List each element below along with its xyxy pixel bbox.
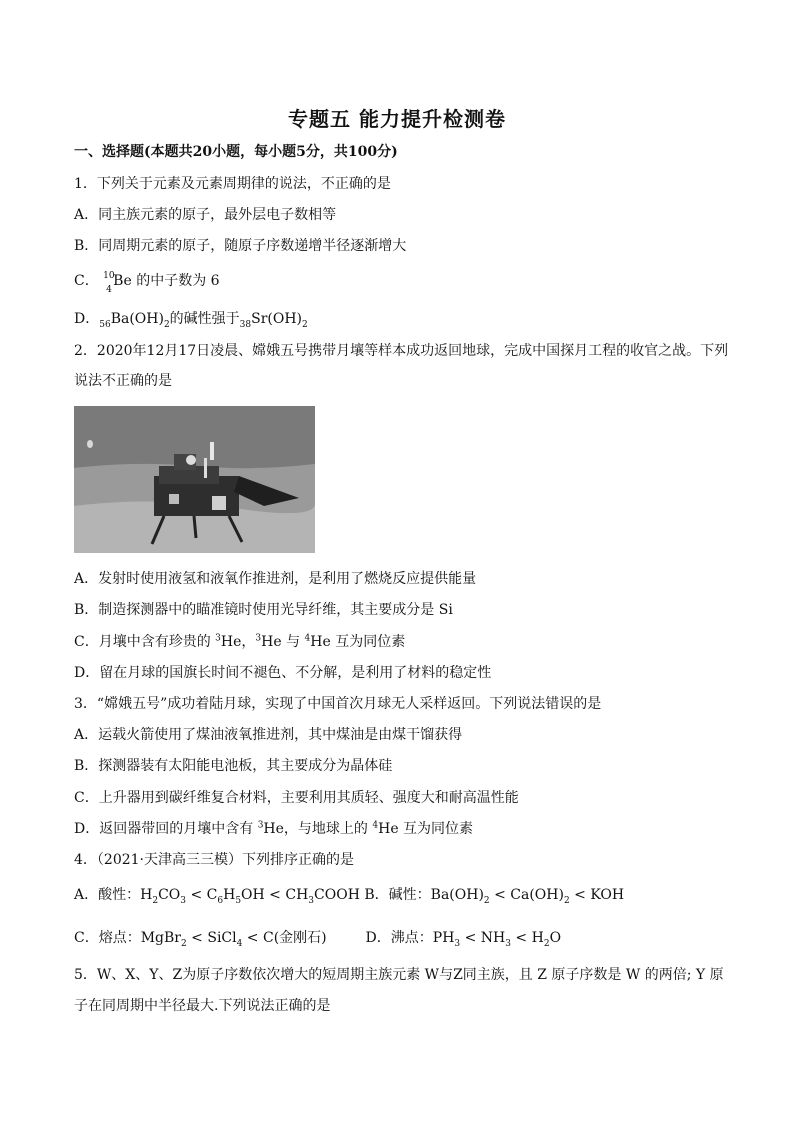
element-text: He 互为同位素 bbox=[310, 634, 406, 650]
q3-option-d bbox=[74, 820, 473, 838]
lunar-lander-image bbox=[74, 406, 315, 553]
element-text: He 与 bbox=[261, 634, 301, 650]
nuclide-notation bbox=[103, 271, 115, 295]
option-prefix: B．碱性： bbox=[364, 887, 431, 903]
formula: H bbox=[140, 887, 153, 903]
mass-number: 3 bbox=[255, 633, 262, 644]
subscript: 2 bbox=[483, 895, 490, 906]
formula: < SiCl bbox=[186, 930, 237, 946]
subscript: 3 bbox=[505, 938, 511, 949]
subscript: 6 bbox=[217, 895, 224, 906]
atomic-number: 38 bbox=[239, 319, 252, 330]
formula: CO bbox=[158, 887, 181, 903]
page-title: 专题五 能力提升检测卷 bbox=[288, 107, 506, 131]
option-text: 的碱性强于 bbox=[169, 311, 240, 327]
q2-option-c bbox=[74, 633, 405, 651]
atomic-number: 56 bbox=[99, 319, 111, 330]
subscript: 2 bbox=[563, 895, 570, 906]
subscript: 2 bbox=[181, 938, 187, 949]
formula: O bbox=[549, 930, 562, 946]
q1-option-c bbox=[74, 271, 220, 295]
option-prefix: A．酸性： bbox=[74, 887, 141, 903]
option-prefix: C．熔点： bbox=[74, 930, 141, 946]
subscript: 5 bbox=[235, 895, 242, 906]
option-text: 的中子数为 6 bbox=[136, 273, 220, 289]
formula: PH bbox=[432, 930, 455, 946]
formula: < C(金刚石) bbox=[242, 930, 327, 946]
q3-option-a: A．运载火箭使用了煤油液氧推进剂，其中煤油是由煤干馏获得 bbox=[74, 727, 463, 743]
q4-options-ab bbox=[74, 886, 624, 904]
option-prefix: D．返回器带回的月壤中含有 bbox=[74, 821, 254, 837]
subscript: 4 bbox=[236, 938, 243, 949]
option-prefix: D．沸点： bbox=[365, 930, 433, 946]
subscript: 3 bbox=[454, 938, 461, 949]
q2-stem-line2: 说法不正确的是 bbox=[74, 373, 172, 389]
q4-stem: 4．（2021·天津高三三模）下列排序正确的是 bbox=[74, 852, 354, 868]
formula: H bbox=[223, 887, 236, 903]
formula: < KOH bbox=[569, 887, 625, 903]
q2-stem-line1: 2．2020年12月17日凌晨、嫦娥五号携带月壤等样本成功返回地球，完成中国探月工程的收官之战。下列 bbox=[74, 343, 729, 359]
q1-option-d bbox=[74, 310, 308, 328]
mass-number: 3 bbox=[215, 633, 221, 644]
q3-option-b: B．探测器装有太阳能电池板，其主要成分为晶体硅 bbox=[74, 758, 393, 774]
subscript: 2 bbox=[163, 319, 170, 330]
formula: COOH bbox=[314, 887, 360, 903]
element-text: He，与地球上的 bbox=[263, 821, 368, 837]
q5-stem-line2: 子在同周期中半径最大.下列说法正确的是 bbox=[74, 998, 331, 1014]
element-text: He 互为同位素 bbox=[378, 821, 474, 837]
q2-option-d: D．留在月球的国旗长时间不褪色、不分解，是利用了材料的稳定性 bbox=[74, 665, 492, 681]
subscript: 3 bbox=[308, 895, 315, 906]
formula: < C bbox=[186, 887, 218, 903]
formula: Ba(OH) bbox=[110, 311, 164, 327]
formula: Sr(OH) bbox=[251, 311, 303, 327]
q5-stem-line1: 5．W、X、Y、Z为原子序数依次增大的短周期主族元素 W与Z同主族，且 Z 原子序数是 W 的两倍; Y 原 bbox=[74, 967, 724, 983]
atomic-number: 4 bbox=[106, 285, 112, 295]
formula: MgBr bbox=[140, 930, 181, 946]
mass-number: 3 bbox=[257, 820, 264, 831]
formula: Ba(OH) bbox=[430, 887, 484, 903]
formula: OH < CH bbox=[241, 887, 309, 903]
option-prefix: C．月壤中含有珍贵的 bbox=[74, 634, 211, 650]
mass-number: 10 bbox=[103, 271, 115, 281]
element-symbol: Be bbox=[113, 273, 132, 289]
subscript: 2 bbox=[152, 895, 159, 906]
q3-option-c: C．上升器用到碳纤维复合材料，主要利用其质轻、强度大和耐高温性能 bbox=[74, 790, 519, 806]
subscript: 2 bbox=[543, 938, 550, 949]
mass-number: 4 bbox=[372, 820, 379, 831]
formula: < Ca(OH) bbox=[489, 887, 564, 903]
formula: < H bbox=[510, 930, 544, 946]
q2-option-a: A．发射时使用液氢和液氧作推进剂，是利用了燃烧反应提供能量 bbox=[74, 571, 477, 587]
q1-option-b: B．同周期元素的原子，随原子序数递增半径逐渐增大 bbox=[74, 238, 407, 254]
lunar-lander-photo bbox=[74, 406, 315, 553]
option-prefix: D． bbox=[74, 311, 100, 327]
q3-stem: 3．“嫦娥五号”成功着陆月球，实现了中国首次月球无人采样返回。下列说法错误的是 bbox=[74, 696, 602, 712]
q4-options-cd bbox=[74, 929, 561, 947]
mass-number: 4 bbox=[304, 633, 311, 644]
element-text: He， bbox=[220, 634, 256, 650]
formula: < NH bbox=[460, 930, 506, 946]
q1-option-a: A．同主族元素的原子，最外层电子数相等 bbox=[74, 207, 337, 223]
subscript: 2 bbox=[302, 319, 308, 330]
q1-stem: 1．下列关于元素及元素周期律的说法，不正确的是 bbox=[74, 176, 391, 192]
subscript: 3 bbox=[180, 895, 187, 906]
section-heading: 一、选择题(本题共20小题，每小题5分，共100分) bbox=[74, 144, 398, 160]
option-prefix: C． bbox=[74, 273, 99, 289]
q2-option-b: B．制造探测器中的瞄准镜时使用光导纤维，其主要成分是 Si bbox=[74, 602, 453, 618]
